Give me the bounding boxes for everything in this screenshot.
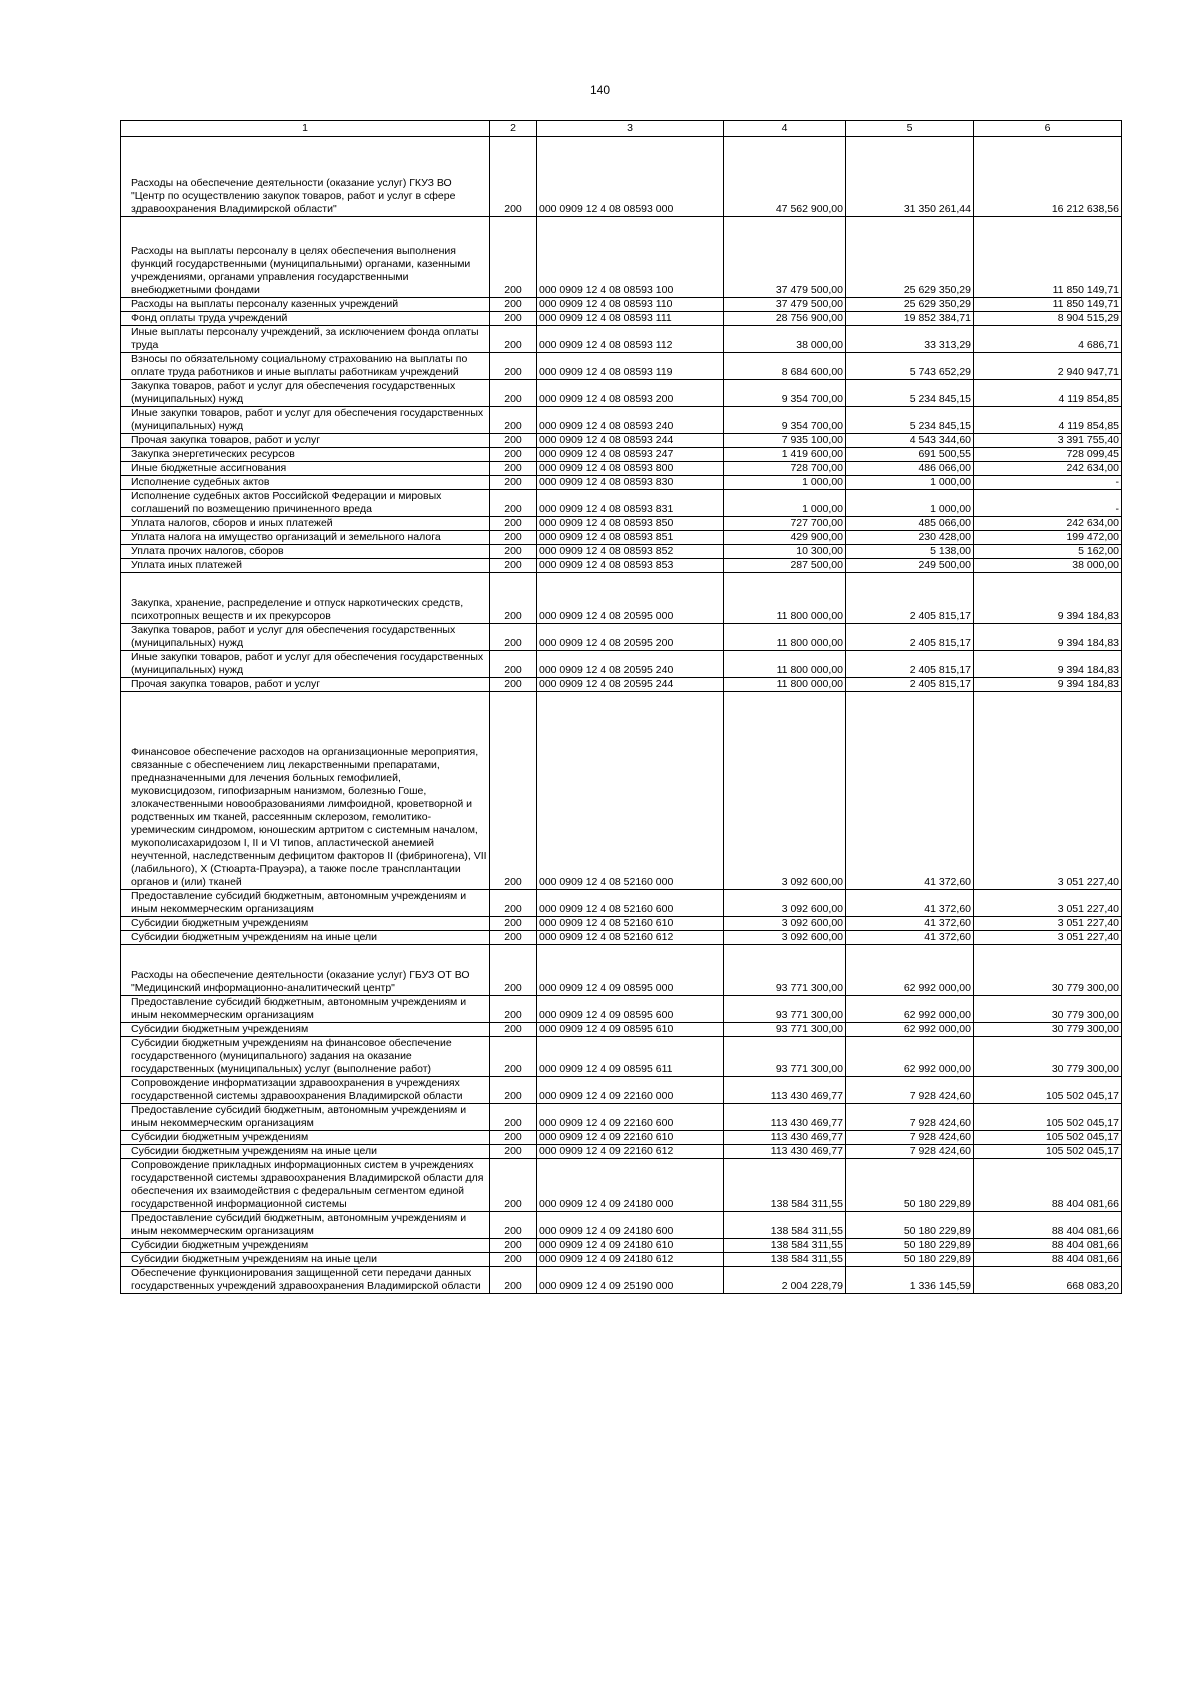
row-budget-code: 000 0909 12 4 08 08593 240 (537, 407, 724, 434)
column-number-row (121, 121, 1122, 137)
table-row (121, 573, 1122, 624)
row-budget-code: 000 0909 12 4 08 52160 000 (537, 692, 724, 890)
row-description: Исполнение судебных актов (121, 476, 490, 490)
row-remaining-amount: 4 119 854,85 (974, 380, 1122, 407)
column-header: 1 (121, 121, 490, 137)
row-executed-amount: 249 500,00 (846, 559, 974, 573)
row-description: Предоставление субсидий бюджетным, автономным учреждениям и иным некоммерческим организациям (121, 1212, 490, 1239)
row-executed-amount: 5 743 652,29 (846, 353, 974, 380)
row-remaining-amount: 9 394 184,83 (974, 678, 1122, 692)
row-approved-amount: 9 354 700,00 (724, 407, 846, 434)
row-remaining-amount: 11 850 149,71 (974, 217, 1122, 298)
row-budget-code: 000 0909 12 4 08 08593 850 (537, 517, 724, 531)
row-approved-amount: 429 900,00 (724, 531, 846, 545)
row-approved-amount: 93 771 300,00 (724, 996, 846, 1023)
row-approved-amount: 7 935 100,00 (724, 434, 846, 448)
table-row (121, 531, 1122, 545)
row-executed-amount: 2 405 815,17 (846, 678, 974, 692)
row-admin-code: 200 (490, 996, 537, 1023)
row-approved-amount: 11 800 000,00 (724, 573, 846, 624)
row-description: Сопровождение информатизации здравоохранения в учреждениях государственной системы здравоохранения Владимирской области (121, 1077, 490, 1104)
row-description: Обеспечение функционирования защищенной сети передачи данных государственных учреждений здравоохранения Владимирской области (121, 1267, 490, 1294)
row-budget-code: 000 0909 12 4 09 24180 610 (537, 1239, 724, 1253)
table-row (121, 380, 1122, 407)
row-approved-amount: 11 800 000,00 (724, 651, 846, 678)
row-description: Уплата прочих налогов, сборов (121, 545, 490, 559)
row-budget-code: 000 0909 12 4 08 52160 600 (537, 890, 724, 917)
row-admin-code: 200 (490, 559, 537, 573)
row-executed-amount: 50 180 229,89 (846, 1159, 974, 1212)
row-budget-code: 000 0909 12 4 09 24180 600 (537, 1212, 724, 1239)
table-row (121, 407, 1122, 434)
row-executed-amount: 41 372,60 (846, 917, 974, 931)
row-remaining-amount: - (974, 476, 1122, 490)
row-remaining-amount: 105 502 045,17 (974, 1104, 1122, 1131)
row-admin-code: 200 (490, 1077, 537, 1104)
row-approved-amount: 8 684 600,00 (724, 353, 846, 380)
row-remaining-amount: 199 472,00 (974, 531, 1122, 545)
budget-execution-table (120, 120, 1122, 1294)
row-description: Иные закупки товаров, работ и услуг для обеспечения государственных (муниципальных) нужд (121, 651, 490, 678)
row-description: Иные бюджетные ассигнования (121, 462, 490, 476)
row-description: Расходы на обеспечение деятельности (оказание услуг) ГКУЗ ВО "Центр по осуществлению закупок товаров, работ и услуг в сфере здравоохранения Владимирской области" (121, 137, 490, 217)
row-executed-amount: 1 000,00 (846, 476, 974, 490)
row-remaining-amount: 30 779 300,00 (974, 945, 1122, 996)
row-approved-amount: 113 430 469,77 (724, 1145, 846, 1159)
row-description: Фонд оплаты труда учреждений (121, 312, 490, 326)
row-remaining-amount: 30 779 300,00 (974, 1037, 1122, 1077)
row-budget-code: 000 0909 12 4 08 08593 244 (537, 434, 724, 448)
row-executed-amount: 25 629 350,29 (846, 217, 974, 298)
row-approved-amount: 3 092 600,00 (724, 931, 846, 945)
row-executed-amount: 5 234 845,15 (846, 380, 974, 407)
row-description: Расходы на обеспечение деятельности (оказание услуг) ГБУЗ ОТ ВО "Медицинский информационно-аналитический центр" (121, 945, 490, 996)
row-admin-code: 200 (490, 945, 537, 996)
row-approved-amount: 727 700,00 (724, 517, 846, 531)
row-remaining-amount: 88 404 081,66 (974, 1159, 1122, 1212)
row-budget-code: 000 0909 12 4 08 08593 000 (537, 137, 724, 217)
table-row (121, 517, 1122, 531)
row-approved-amount: 93 771 300,00 (724, 945, 846, 996)
row-remaining-amount: 88 404 081,66 (974, 1253, 1122, 1267)
row-description: Прочая закупка товаров, работ и услуг (121, 678, 490, 692)
row-executed-amount: 1 000,00 (846, 490, 974, 517)
table-row (121, 448, 1122, 462)
row-budget-code: 000 0909 12 4 08 08593 100 (537, 217, 724, 298)
row-admin-code: 200 (490, 1131, 537, 1145)
row-executed-amount: 2 405 815,17 (846, 573, 974, 624)
row-budget-code: 000 0909 12 4 09 08595 610 (537, 1023, 724, 1037)
row-budget-code: 000 0909 12 4 09 25190 000 (537, 1267, 724, 1294)
row-approved-amount: 3 092 600,00 (724, 917, 846, 931)
row-admin-code: 200 (490, 917, 537, 931)
row-admin-code: 200 (490, 890, 537, 917)
row-budget-code: 000 0909 12 4 08 20595 000 (537, 573, 724, 624)
table-row (121, 217, 1122, 298)
row-admin-code: 200 (490, 1212, 537, 1239)
row-budget-code: 000 0909 12 4 08 08593 852 (537, 545, 724, 559)
row-approved-amount: 1 419 600,00 (724, 448, 846, 462)
row-admin-code: 200 (490, 434, 537, 448)
row-admin-code: 200 (490, 1159, 537, 1212)
row-budget-code: 000 0909 12 4 09 22160 612 (537, 1145, 724, 1159)
table-row (121, 931, 1122, 945)
row-description: Уплата налогов, сборов и иных платежей (121, 517, 490, 531)
table-row (121, 1077, 1122, 1104)
row-description: Расходы на выплаты персоналу в целях обеспечения выполнения функций государственными (муниципальными) органами, казенными учреждениями, органами управления государственными внебюджетными фондами (121, 217, 490, 298)
row-approved-amount: 11 800 000,00 (724, 624, 846, 651)
row-description: Сопровождение прикладных информационных систем в учреждениях государственной системы здравоохранения Владимирской области для обеспечения их взаимодействия с федеральным сегментом единой государственной информационной системы (121, 1159, 490, 1212)
row-approved-amount: 9 354 700,00 (724, 380, 846, 407)
table-row (121, 559, 1122, 573)
row-description: Субсидии бюджетным учреждениям на иные цели (121, 931, 490, 945)
table-row (121, 1131, 1122, 1145)
row-executed-amount: 485 066,00 (846, 517, 974, 531)
row-executed-amount: 25 629 350,29 (846, 298, 974, 312)
row-budget-code: 000 0909 12 4 08 08593 111 (537, 312, 724, 326)
row-remaining-amount: 4 119 854,85 (974, 407, 1122, 434)
row-remaining-amount: 9 394 184,83 (974, 573, 1122, 624)
row-remaining-amount: 3 051 227,40 (974, 692, 1122, 890)
row-admin-code: 200 (490, 217, 537, 298)
row-remaining-amount: 8 904 515,29 (974, 312, 1122, 326)
row-remaining-amount: 3 051 227,40 (974, 931, 1122, 945)
row-admin-code: 200 (490, 651, 537, 678)
row-approved-amount: 37 479 500,00 (724, 298, 846, 312)
row-description: Уплата иных платежей (121, 559, 490, 573)
row-remaining-amount: 11 850 149,71 (974, 298, 1122, 312)
row-executed-amount: 50 180 229,89 (846, 1253, 974, 1267)
row-approved-amount: 113 430 469,77 (724, 1077, 846, 1104)
table-row (121, 434, 1122, 448)
row-description: Исполнение судебных актов Российской Федерации и мировых соглашений по возмещению причиненного вреда (121, 490, 490, 517)
row-budget-code: 000 0909 12 4 08 08593 200 (537, 380, 724, 407)
row-description: Закупка товаров, работ и услуг для обеспечения государственных (муниципальных) нужд (121, 624, 490, 651)
row-budget-code: 000 0909 12 4 08 08593 110 (537, 298, 724, 312)
row-remaining-amount: 242 634,00 (974, 517, 1122, 531)
row-budget-code: 000 0909 12 4 08 52160 612 (537, 931, 724, 945)
table-row (121, 490, 1122, 517)
row-approved-amount: 113 430 469,77 (724, 1104, 846, 1131)
row-description: Иные выплаты персоналу учреждений, за исключением фонда оплаты труда (121, 326, 490, 353)
row-executed-amount: 1 336 145,59 (846, 1267, 974, 1294)
row-description: Субсидии бюджетным учреждениям на иные цели (121, 1253, 490, 1267)
row-admin-code: 200 (490, 1104, 537, 1131)
row-budget-code: 000 0909 12 4 08 08593 800 (537, 462, 724, 476)
row-admin-code: 200 (490, 137, 537, 217)
row-executed-amount: 486 066,00 (846, 462, 974, 476)
table-row (121, 1145, 1122, 1159)
table-row (121, 1104, 1122, 1131)
row-budget-code: 000 0909 12 4 08 20595 200 (537, 624, 724, 651)
table-row (121, 692, 1122, 890)
row-budget-code: 000 0909 12 4 09 08595 600 (537, 996, 724, 1023)
row-executed-amount: 7 928 424,60 (846, 1077, 974, 1104)
row-approved-amount: 93 771 300,00 (724, 1037, 846, 1077)
row-executed-amount: 7 928 424,60 (846, 1104, 974, 1131)
row-admin-code: 200 (490, 678, 537, 692)
row-executed-amount: 31 350 261,44 (846, 137, 974, 217)
row-budget-code: 000 0909 12 4 08 08593 247 (537, 448, 724, 462)
table-row (121, 462, 1122, 476)
row-executed-amount: 62 992 000,00 (846, 996, 974, 1023)
row-executed-amount: 50 180 229,89 (846, 1239, 974, 1253)
row-admin-code: 200 (490, 462, 537, 476)
row-executed-amount: 230 428,00 (846, 531, 974, 545)
row-remaining-amount: 9 394 184,83 (974, 651, 1122, 678)
row-remaining-amount: 105 502 045,17 (974, 1145, 1122, 1159)
row-executed-amount: 50 180 229,89 (846, 1212, 974, 1239)
row-approved-amount: 1 000,00 (724, 490, 846, 517)
table-row (121, 1267, 1122, 1294)
table-row (121, 476, 1122, 490)
row-admin-code: 200 (490, 490, 537, 517)
row-remaining-amount: - (974, 490, 1122, 517)
row-approved-amount: 3 092 600,00 (724, 692, 846, 890)
row-executed-amount: 62 992 000,00 (846, 1037, 974, 1077)
row-approved-amount: 113 430 469,77 (724, 1131, 846, 1145)
row-description: Субсидии бюджетным учреждениям (121, 1023, 490, 1037)
row-description: Субсидии бюджетным учреждениям на финансовое обеспечение государственного (муниципального) задания на оказание государственных (муниципальных) услуг (выполнение работ) (121, 1037, 490, 1077)
row-executed-amount: 41 372,60 (846, 692, 974, 890)
row-admin-code: 200 (490, 380, 537, 407)
row-executed-amount: 62 992 000,00 (846, 1023, 974, 1037)
row-remaining-amount: 3 051 227,40 (974, 890, 1122, 917)
row-description: Предоставление субсидий бюджетным, автономным учреждениям и иным некоммерческим организациям (121, 996, 490, 1023)
table-row (121, 678, 1122, 692)
row-admin-code: 200 (490, 326, 537, 353)
row-admin-code: 200 (490, 517, 537, 531)
row-remaining-amount: 2 940 947,71 (974, 353, 1122, 380)
row-description: Субсидии бюджетным учреждениям (121, 1131, 490, 1145)
table-row (121, 1037, 1122, 1077)
table-row (121, 312, 1122, 326)
row-admin-code: 200 (490, 448, 537, 462)
row-approved-amount: 138 584 311,55 (724, 1159, 846, 1212)
table-row (121, 651, 1122, 678)
row-budget-code: 000 0909 12 4 09 24180 612 (537, 1253, 724, 1267)
row-description: Расходы на выплаты персоналу казенных учреждений (121, 298, 490, 312)
row-admin-code: 200 (490, 1239, 537, 1253)
row-executed-amount: 4 543 344,60 (846, 434, 974, 448)
row-description: Иные закупки товаров, работ и услуг для обеспечения государственных (муниципальных) нужд (121, 407, 490, 434)
column-header: 6 (974, 121, 1122, 137)
row-description: Предоставление субсидий бюджетным, автономным учреждениям и иным некоммерческим организациям (121, 1104, 490, 1131)
table-row (121, 624, 1122, 651)
row-admin-code: 200 (490, 407, 537, 434)
row-remaining-amount: 3 051 227,40 (974, 917, 1122, 931)
row-admin-code: 200 (490, 1023, 537, 1037)
row-approved-amount: 10 300,00 (724, 545, 846, 559)
row-approved-amount: 1 000,00 (724, 476, 846, 490)
row-description: Субсидии бюджетным учреждениям (121, 1239, 490, 1253)
row-executed-amount: 5 234 845,15 (846, 407, 974, 434)
table-row (121, 137, 1122, 217)
row-executed-amount: 62 992 000,00 (846, 945, 974, 996)
row-approved-amount: 38 000,00 (724, 326, 846, 353)
row-budget-code: 000 0909 12 4 08 08593 112 (537, 326, 724, 353)
row-admin-code: 200 (490, 1267, 537, 1294)
row-executed-amount: 7 928 424,60 (846, 1131, 974, 1145)
row-remaining-amount: 88 404 081,66 (974, 1239, 1122, 1253)
row-remaining-amount: 3 391 755,40 (974, 434, 1122, 448)
table-row (121, 890, 1122, 917)
row-executed-amount: 7 928 424,60 (846, 1145, 974, 1159)
row-description: Финансовое обеспечение расходов на организационные мероприятия, связанные с обеспечением лиц лекарственными препаратами, предназначенными для лечения больных гемофилией, муковисцидозом, гипофизарным нанизмом, болезнью Гоше, злокачественными новообразованиями лимфоидной, кроветворной и родственных им тканей, рассеянным склерозом, гемолитико-уремическим синдромом, юношеским артритом с системным началом, мукополисахаридозом I, II и VI типов, апластической анемией неучтенной, наследственным дефицитом факторов II (фибриногена), VII (лабильного), X (Стюарта-Прауэра), а также после трансплантации органов и (или) тканей (121, 692, 490, 890)
row-executed-amount: 691 500,55 (846, 448, 974, 462)
row-budget-code: 000 0909 12 4 09 08595 000 (537, 945, 724, 996)
row-remaining-amount: 5 162,00 (974, 545, 1122, 559)
row-admin-code: 200 (490, 298, 537, 312)
row-admin-code: 200 (490, 931, 537, 945)
row-executed-amount: 2 405 815,17 (846, 624, 974, 651)
row-budget-code: 000 0909 12 4 08 20595 244 (537, 678, 724, 692)
row-budget-code: 000 0909 12 4 09 08595 611 (537, 1037, 724, 1077)
row-remaining-amount: 38 000,00 (974, 559, 1122, 573)
row-budget-code: 000 0909 12 4 09 22160 610 (537, 1131, 724, 1145)
row-admin-code: 200 (490, 624, 537, 651)
row-admin-code: 200 (490, 1253, 537, 1267)
table-row (121, 1159, 1122, 1212)
page-number: 140 (589, 83, 611, 97)
row-admin-code: 200 (490, 353, 537, 380)
row-description: Взносы по обязательному социальному страхованию на выплаты по оплате труда работников и иные выплаты работникам учреждений (121, 353, 490, 380)
row-approved-amount: 138 584 311,55 (724, 1253, 846, 1267)
row-approved-amount: 138 584 311,55 (724, 1212, 846, 1239)
row-approved-amount: 728 700,00 (724, 462, 846, 476)
row-budget-code: 000 0909 12 4 08 08593 853 (537, 559, 724, 573)
row-budget-code: 000 0909 12 4 08 08593 851 (537, 531, 724, 545)
row-budget-code: 000 0909 12 4 09 22160 000 (537, 1077, 724, 1104)
row-description: Закупка, хранение, распределение и отпуск наркотических средств, психотропных веществ и их прекурсоров (121, 573, 490, 624)
column-header: 2 (490, 121, 537, 137)
row-executed-amount: 5 138,00 (846, 545, 974, 559)
row-remaining-amount: 105 502 045,17 (974, 1131, 1122, 1145)
row-remaining-amount: 30 779 300,00 (974, 1023, 1122, 1037)
table-body (121, 137, 1122, 1294)
row-admin-code: 200 (490, 1037, 537, 1077)
row-executed-amount: 19 852 384,71 (846, 312, 974, 326)
row-description: Закупка энергетических ресурсов (121, 448, 490, 462)
row-executed-amount: 41 372,60 (846, 890, 974, 917)
row-approved-amount: 138 584 311,55 (724, 1239, 846, 1253)
row-description: Прочая закупка товаров, работ и услуг (121, 434, 490, 448)
table-row (121, 1253, 1122, 1267)
row-admin-code: 200 (490, 1145, 537, 1159)
row-approved-amount: 11 800 000,00 (724, 678, 846, 692)
row-remaining-amount: 728 099,45 (974, 448, 1122, 462)
row-remaining-amount: 30 779 300,00 (974, 996, 1122, 1023)
row-approved-amount: 287 500,00 (724, 559, 846, 573)
row-remaining-amount: 16 212 638,56 (974, 137, 1122, 217)
row-approved-amount: 3 092 600,00 (724, 890, 846, 917)
row-description: Уплата налога на имущество организаций и земельного налога (121, 531, 490, 545)
row-budget-code: 000 0909 12 4 08 08593 119 (537, 353, 724, 380)
table-row (121, 945, 1122, 996)
row-budget-code: 000 0909 12 4 08 52160 610 (537, 917, 724, 931)
column-header: 5 (846, 121, 974, 137)
row-remaining-amount: 4 686,71 (974, 326, 1122, 353)
table-row (121, 1239, 1122, 1253)
column-header: 4 (724, 121, 846, 137)
row-budget-code: 000 0909 12 4 09 24180 000 (537, 1159, 724, 1212)
table-row (121, 1023, 1122, 1037)
row-remaining-amount: 105 502 045,17 (974, 1077, 1122, 1104)
row-description: Субсидии бюджетным учреждениям (121, 917, 490, 931)
row-budget-code: 000 0909 12 4 08 08593 830 (537, 476, 724, 490)
row-approved-amount: 93 771 300,00 (724, 1023, 846, 1037)
row-executed-amount: 2 405 815,17 (846, 651, 974, 678)
row-executed-amount: 33 313,29 (846, 326, 974, 353)
row-description: Предоставление субсидий бюджетным, автономным учреждениям и иным некоммерческим организациям (121, 890, 490, 917)
table-row (121, 298, 1122, 312)
row-admin-code: 200 (490, 573, 537, 624)
row-budget-code: 000 0909 12 4 08 20595 240 (537, 651, 724, 678)
row-admin-code: 200 (490, 312, 537, 326)
table-row (121, 917, 1122, 931)
row-approved-amount: 2 004 228,79 (724, 1267, 846, 1294)
row-budget-code: 000 0909 12 4 08 08593 831 (537, 490, 724, 517)
row-remaining-amount: 9 394 184,83 (974, 624, 1122, 651)
row-admin-code: 200 (490, 692, 537, 890)
row-executed-amount: 41 372,60 (846, 931, 974, 945)
row-description: Закупка товаров, работ и услуг для обеспечения государственных (муниципальных) нужд (121, 380, 490, 407)
table-row (121, 545, 1122, 559)
row-approved-amount: 37 479 500,00 (724, 217, 846, 298)
table-row (121, 1212, 1122, 1239)
row-remaining-amount: 88 404 081,66 (974, 1212, 1122, 1239)
row-approved-amount: 47 562 900,00 (724, 137, 846, 217)
table-row (121, 326, 1122, 353)
row-admin-code: 200 (490, 545, 537, 559)
row-description: Субсидии бюджетным учреждениям на иные цели (121, 1145, 490, 1159)
row-admin-code: 200 (490, 531, 537, 545)
row-budget-code: 000 0909 12 4 09 22160 600 (537, 1104, 724, 1131)
row-remaining-amount: 668 083,20 (974, 1267, 1122, 1294)
column-header: 3 (537, 121, 724, 137)
row-admin-code: 200 (490, 476, 537, 490)
row-approved-amount: 28 756 900,00 (724, 312, 846, 326)
table-row (121, 353, 1122, 380)
table-row (121, 996, 1122, 1023)
row-remaining-amount: 242 634,00 (974, 462, 1122, 476)
